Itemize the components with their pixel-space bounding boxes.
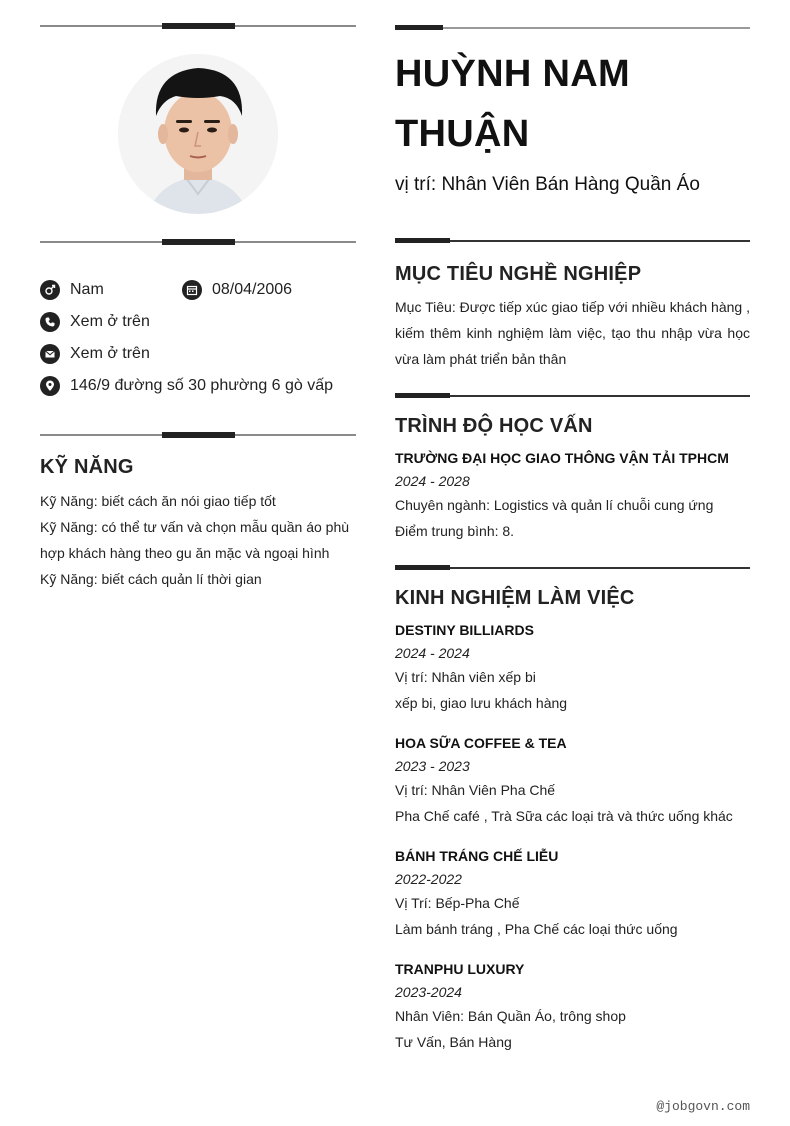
divider <box>395 393 750 399</box>
experience-period: 2023-2024 <box>395 984 462 1000</box>
experience-role: Vị trí: Nhân viên xếp bi <box>395 669 536 685</box>
candidate-name <box>395 44 630 164</box>
avatar <box>118 54 278 214</box>
phone-value: Xem ở trên <box>70 313 150 330</box>
address-row <box>40 374 333 398</box>
education-gpa: Điểm trung bình: 8. <box>395 523 515 539</box>
gender-row <box>40 278 104 302</box>
name-line-2: THUẬN <box>395 113 530 155</box>
experience-title: KINH NGHIỆM LÀM VIỆC <box>395 587 635 609</box>
calendar-icon <box>182 280 202 300</box>
experience-item <box>395 957 750 1055</box>
experience-role: Nhân Viên: Bán Quần Áo, trông shop <box>395 1008 626 1024</box>
school-name: TRƯỜNG ĐẠI HỌC GIAO THÔNG VẬN TẢI TPHCM <box>395 450 729 466</box>
email-value: Xem ở trên <box>70 345 150 362</box>
education-major: Chuyên ngành: Logistics và quản lí chuỗi cung ứng <box>395 497 714 513</box>
email-icon <box>40 344 60 364</box>
experience-period: 2023 - 2023 <box>395 758 470 774</box>
objective-title: MỤC TIÊU NGHỀ NGHIỆP <box>395 263 642 285</box>
skill-item: Kỹ Năng: có thể tư vấn và chọn mẫu quần áo phù hợp khách hàng theo gu ăn mặc và ngoại hình <box>40 519 350 561</box>
skill-item: Kỹ Năng: biết cách ăn nói giao tiếp tốt <box>40 493 276 509</box>
email-row <box>40 342 150 366</box>
experience-org: BÁNH TRÁNG CHẾ LIỄU <box>395 848 559 864</box>
phone-icon <box>40 312 60 332</box>
divider <box>40 430 356 440</box>
experience-desc: Làm bánh tráng , Pha Chế các loại thức uống <box>395 921 678 937</box>
gender-value: Nam <box>70 281 104 298</box>
education-item <box>395 446 750 544</box>
experience-desc: Tư Vấn, Bán Hàng <box>395 1034 512 1050</box>
divider <box>40 21 356 31</box>
experience-org: TRANPHU LUXURY <box>395 961 525 977</box>
phone-row <box>40 310 150 334</box>
experience-role: Vị trí: Nhân Viên Pha Chế <box>395 782 556 798</box>
divider <box>395 238 750 244</box>
experience-period: 2022-2022 <box>395 871 462 887</box>
birthdate-value: 08/04/2006 <box>212 281 293 298</box>
education-period: 2024 - 2028 <box>395 473 470 489</box>
divider <box>395 25 750 31</box>
skills-title: KỸ NĂNG <box>40 456 134 478</box>
experience-role: Vị Trí: Bếp-Pha Chế <box>395 895 520 911</box>
avatar-photo <box>118 54 278 214</box>
experience-org: DESTINY BILLIARDS <box>395 622 534 638</box>
experience-period: 2024 - 2024 <box>395 645 470 661</box>
divider <box>40 237 356 247</box>
experience-item <box>395 618 750 716</box>
experience-desc: xếp bi, giao lưu khách hàng <box>395 695 568 711</box>
name-line-1: HUỲNH NAM <box>395 53 630 95</box>
birthdate-row <box>182 278 292 302</box>
skills-list <box>40 488 352 592</box>
education-title: TRÌNH ĐỘ HỌC VẤN <box>395 415 593 437</box>
experience-desc: Pha Chế café , Trà Sữa các loại trà và thức uống khác <box>395 808 733 824</box>
experience-item <box>395 844 750 942</box>
divider <box>395 565 750 571</box>
location-pin-icon <box>40 376 60 396</box>
gender-icon <box>40 280 60 300</box>
address-value: 146/9 đường số 30 phường 6 gò vấp <box>70 377 334 394</box>
objective-text: Mục Tiêu: Được tiếp xúc giao tiếp với nhiều khách hàng , kiếm thêm kinh nghiệm làm việc, tạo thu nhập vừa học vừa làm phát triển bản thân <box>395 299 750 367</box>
experience-item <box>395 731 750 829</box>
footer-watermark: @jobgovn.com <box>656 1099 750 1114</box>
experience-org: HOA SỮA COFFEE & TEA <box>395 735 567 751</box>
skill-item: Kỹ Năng: biết cách quản lí thời gian <box>40 571 262 587</box>
candidate-position: vị trí: Nhân Viên Bán Hàng Quần Áo <box>395 174 700 195</box>
